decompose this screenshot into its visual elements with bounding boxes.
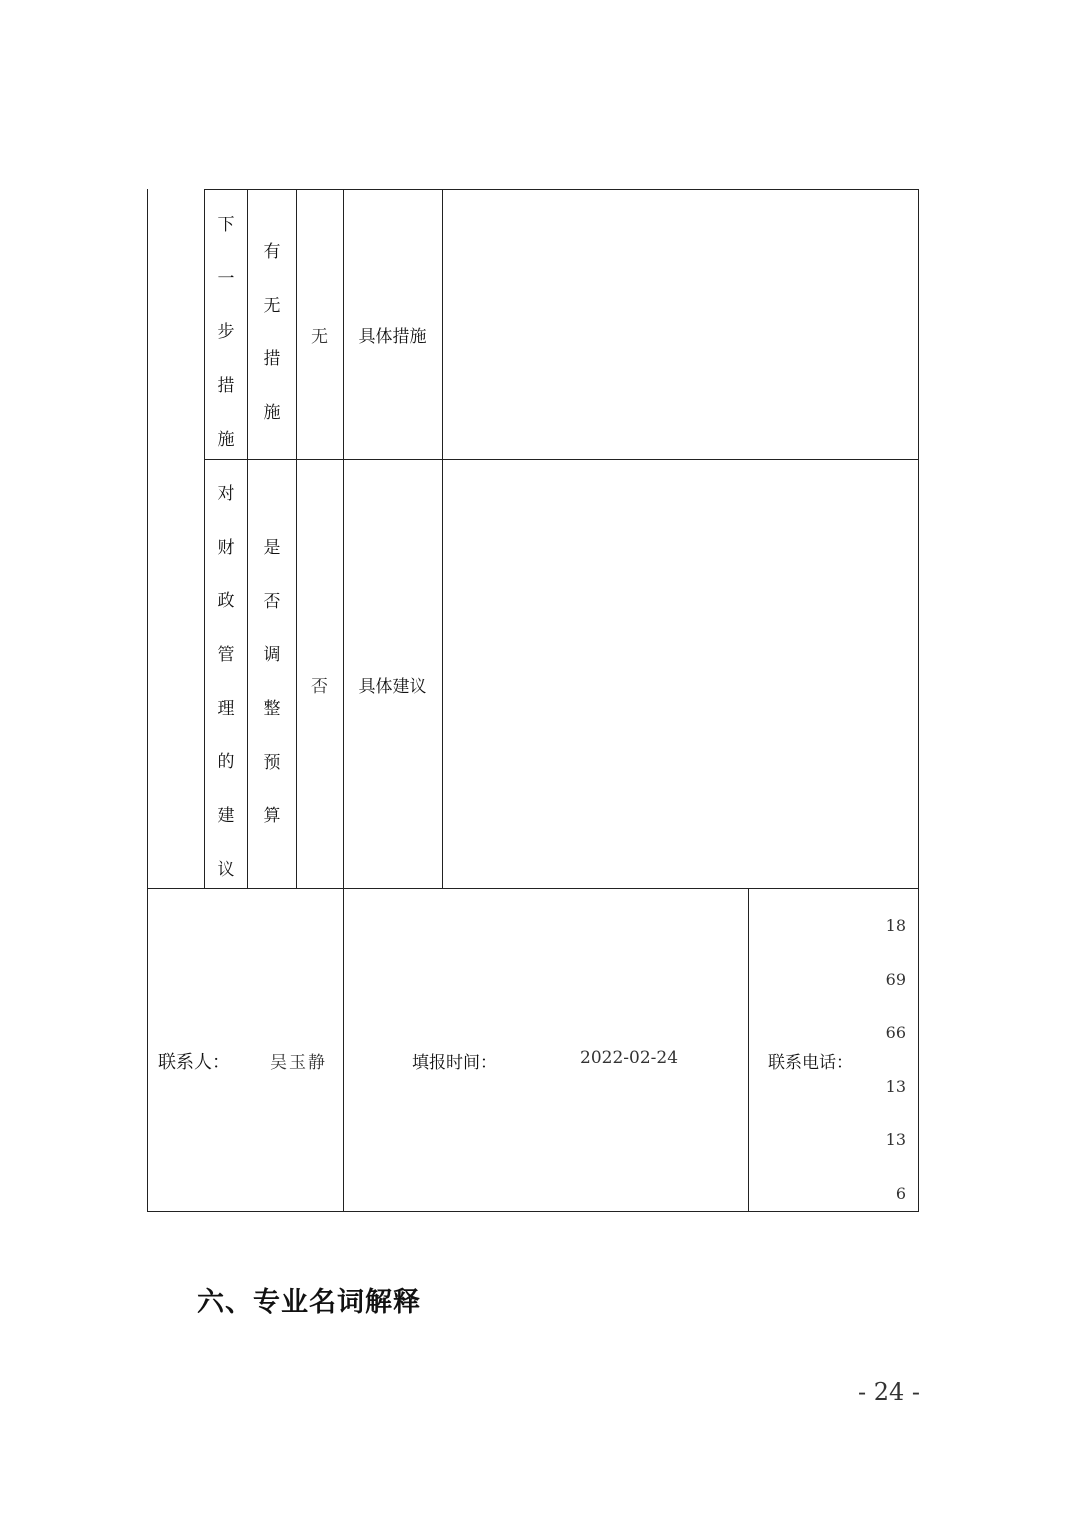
- phone-digit-group: 69: [885, 969, 906, 989]
- advice-question: [247, 522, 297, 844]
- advice-detail-label: 具体建议: [358, 677, 427, 697]
- phone-digit-group: 6: [895, 1183, 906, 1203]
- advice-row-label: [204, 468, 248, 898]
- advice-question-char: 否: [263, 591, 281, 612]
- advice-label-char: 政: [217, 591, 235, 612]
- measures-question-char: 无: [263, 295, 281, 316]
- advice-label-char: 管: [217, 645, 235, 666]
- advice-label-char: 对: [217, 484, 235, 504]
- advice-question-char: 调: [263, 645, 281, 666]
- contact-label: 联系人：: [158, 1052, 230, 1073]
- measures-row-label: [204, 199, 248, 467]
- measures-label-char: 施: [217, 429, 235, 450]
- advice-answer: 否: [311, 677, 328, 697]
- measures-question-char: 措: [263, 349, 281, 370]
- section-title: 六、专业名词解释: [197, 1287, 421, 1318]
- phone-digit-group: 13: [885, 1130, 906, 1150]
- advice-label-char: 的: [217, 752, 235, 773]
- table-top-border: [204, 189, 919, 190]
- phone-digit-group: 66: [885, 1023, 906, 1043]
- measures-question-char: 有: [263, 242, 281, 262]
- measures-question-char: 施: [263, 403, 281, 424]
- contact-name: 吴玉静: [270, 1053, 327, 1073]
- col-divider-footer: [748, 888, 749, 1212]
- date-label: 填报时间：: [412, 1053, 497, 1073]
- table-bottom-border: [147, 1211, 919, 1212]
- advice-label-char: 建: [217, 806, 235, 827]
- advice-label-char: 理: [217, 698, 235, 719]
- page-number: - 24 -: [858, 1378, 921, 1406]
- phone-digit-group: 18: [885, 916, 906, 935]
- measures-label-char: 步: [217, 322, 235, 343]
- table-left-border: [147, 189, 148, 1212]
- measures-detail-label: 具体措施: [358, 327, 427, 347]
- measures-answer: 无: [311, 327, 328, 347]
- phone-number: [886, 899, 906, 1221]
- measures-label-char: 一: [217, 268, 235, 289]
- table-right-border: [918, 189, 919, 1212]
- measures-label-char: 措: [217, 376, 235, 397]
- advice-question-char: 是: [263, 538, 281, 558]
- measures-question: [247, 226, 297, 441]
- advice-question-char: 预: [263, 752, 281, 773]
- phone-digit-group: 13: [885, 1076, 906, 1096]
- advice-label-char: 财: [217, 537, 235, 558]
- phone-label: 联系电话：: [768, 1053, 853, 1073]
- col-divider-e: [442, 189, 443, 889]
- advice-question-char: 整: [263, 699, 281, 720]
- advice-label-char: 议: [217, 859, 235, 880]
- advice-question-char: 算: [263, 806, 281, 827]
- date-value: 2022-02-24: [580, 1048, 679, 1068]
- row-divider-2: [147, 888, 919, 889]
- measures-label-char: 下: [217, 215, 235, 235]
- row-divider-1: [204, 459, 919, 460]
